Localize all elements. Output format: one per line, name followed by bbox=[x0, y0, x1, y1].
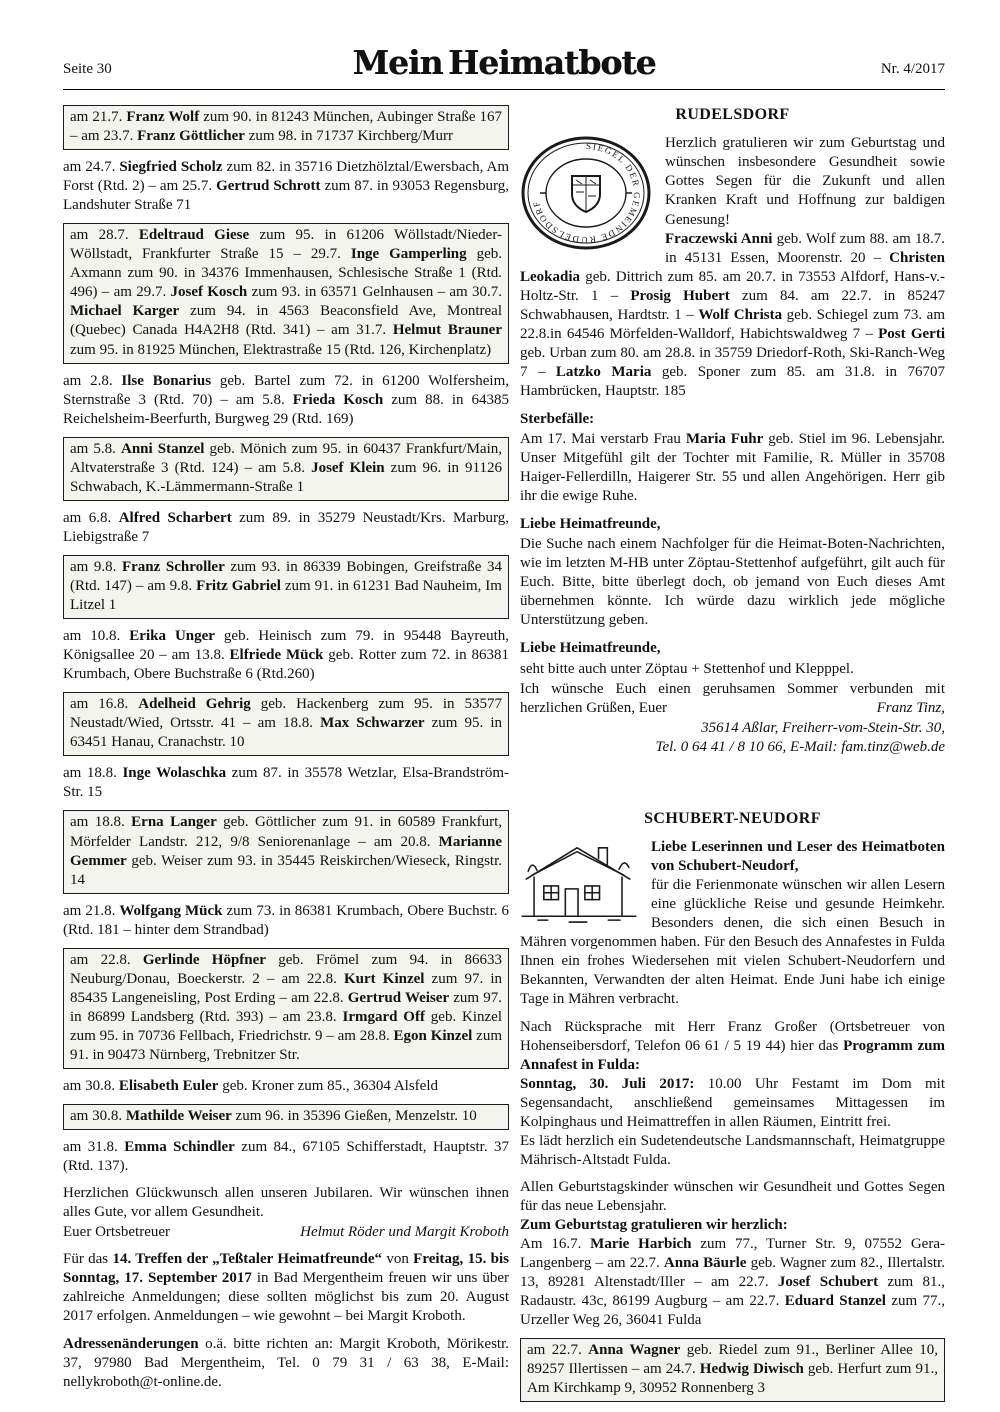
emphasis-italic: Franz Tinz, bbox=[876, 699, 945, 716]
emphasis-bold: Sterbefälle: bbox=[520, 410, 595, 427]
paragraph: am 2.8. Ilse Bonarius geb. Bartel zum 72. in 61200 Wolfersheim, Sternstraße 3 (Rtd. 70) – am 5.8. Frieda Kosch zum 88. in 64385 Reichelsheim-Beerfurth, Burgweg 29 (Rtd. 169) bbox=[63, 372, 510, 427]
emphasis-bold: Inge Gamperling bbox=[350, 246, 467, 263]
emphasis-bold: Marianne Gemmer bbox=[70, 833, 502, 869]
emphasis-bold: Programm zum Annafest in Fulda: bbox=[520, 1037, 945, 1073]
paragraph: am 24.7. Siegfried Scholz zum 82. in 35716 Dietzhölztal/Ewersbach, Am Forst (Rtd. 2) – am 25.7. Gertrud Schrott zum 87. in 93053 Regensburg, Landshuter Straße 71 bbox=[63, 159, 510, 214]
emphasis-bold: Liebe Heimatfreunde, bbox=[520, 640, 661, 657]
sub-heading bbox=[520, 639, 945, 658]
emphasis-bold: Gerlinde Höpfner bbox=[142, 951, 266, 968]
emphasis-bold: Kurt Kinzel bbox=[344, 970, 425, 987]
content-columns bbox=[63, 105, 945, 1410]
emphasis-bold: Frieda Kosch bbox=[292, 391, 384, 408]
emphasis-bold: Edeltraud Giese bbox=[138, 227, 250, 244]
boxed-announcement: am 16.8. Adelheid Gehrig geb. Hackenberg zum 95. in 53577 Neustadt/Wied, Ortsstr. 41 – am 18.8. Max Schwarzer zum 95. in 63451 Hanau, Cranachstr. 10 bbox=[63, 692, 509, 756]
emphasis-bold: Liebe Leserinnen und Leser des Heimatboten von Schubert-Neudorf, bbox=[651, 839, 945, 875]
signature-left-text: Euer Ortsbetreuer bbox=[63, 1224, 171, 1241]
emphasis-bold: Fraczewski Anni bbox=[665, 230, 773, 247]
paragraph: am 18.8. Inge Wolaschka zum 87. in 35578 Wetzlar, Elsa-Brandström-Str. 15 bbox=[63, 765, 509, 801]
section-rudelsdorf bbox=[520, 105, 945, 765]
page-number: Seite 30 bbox=[63, 60, 112, 77]
emphasis-italic: 35614 Aßlar, Freiherr-vom-Stein-Str. 30, bbox=[701, 719, 945, 736]
emphasis-bold: Mathilde Weiser bbox=[125, 1108, 232, 1125]
emphasis-bold: Inge Wolaschka bbox=[122, 765, 227, 782]
masthead-logo: Mein Heimatbote bbox=[352, 43, 656, 83]
boxed-announcement: am 30.8. Mathilde Weiser zum 96. in 35396 Gießen, Menzelstr. 10 bbox=[63, 1104, 509, 1130]
paragraph: Allen Geburtstagskinder wünschen wir Gesundheit und Gottes Segen für das neue Lebensjahr. Zum Geburtstag gratulieren wir herzlich: Am 16.7. Marie Harbich zum 77., Turner Str. 9, 07552 Gera-Langenberg – am 22.7. Anna Bäurle geb. Wagner zum 82., Illertalstr. 13, 89281 Altenstadt/Iller – am 22.7. Josef Schubert zum 81., Radaustr. 43c, 86199 Augburg – am 22.7. Eduard Stanzel zum 77., Urzeller Weg 26, 36041 Fulda bbox=[520, 1178, 946, 1329]
signature-left-text: Ich wünsche Euch einen geruhsamen Sommer verbunden mit herzlichen Grüßen, Euer bbox=[520, 680, 945, 716]
emphasis-bold: Liebe Heimatfreunde, bbox=[520, 516, 661, 533]
emphasis-bold: Franz Wolf bbox=[126, 109, 200, 125]
emphasis-bold: Gertrud Schrott bbox=[216, 178, 321, 195]
section-schubert-neudorf bbox=[520, 809, 945, 1411]
section-title: RUDELSDORF bbox=[675, 106, 790, 123]
issue-number: Nr. 4/2017 bbox=[880, 60, 945, 77]
emphasis-bold: Egon Kinzel bbox=[393, 1027, 473, 1044]
emphasis-bold: Gertrud Weiser bbox=[347, 989, 450, 1006]
house-illustration-icon bbox=[520, 840, 638, 926]
emphasis-bold: Anna Wagner bbox=[588, 1342, 681, 1359]
emphasis-bold: Siegfried Scholz bbox=[119, 159, 223, 176]
emphasis-bold: Alfred Scharbert bbox=[118, 509, 232, 526]
emphasis-bold: Freitag, 15. bis Sonntag, 17. September 2017 bbox=[63, 1251, 509, 1287]
paragraph: am 30.8. Elisabeth Euler geb. Kroner zum 85., 36304 Alsfeld bbox=[63, 1078, 438, 1095]
emphasis-bold: Franz Göttlicher bbox=[137, 128, 245, 145]
emphasis-bold: Fritz Gabriel bbox=[196, 577, 281, 594]
paragraph: Adressenänderungen o.ä. bitte richten an: Margit Kroboth, Mörikestr. 37, 97980 Bad Mergentheim, Tel. 0 79 31 / 63 38, E-Mail: nellykroboth@t-online.de. bbox=[63, 1335, 509, 1390]
header-rule bbox=[63, 89, 945, 90]
emphasis-bold: Christen Leokadia bbox=[520, 249, 945, 285]
emphasis-bold: Anni Stanzel bbox=[120, 440, 205, 457]
emphasis-bold: Adelheid Gehrig bbox=[138, 696, 251, 713]
paragraph: seht bitte auch unter Zöptau + Stettenhof und Klepppel. bbox=[520, 660, 854, 677]
emphasis-bold: Zum Geburtstag gratulieren wir herzlich: bbox=[520, 1216, 788, 1233]
emphasis-bold: Wolfgang Mück bbox=[119, 902, 223, 919]
emphasis-bold: Franz Schroller bbox=[121, 558, 225, 575]
paragraph: Herzlichen Glückwunsch allen unseren Jubilaren. Wir wünschen ihnen alles Gute, vor allem Gesundheit. bbox=[63, 1185, 509, 1221]
paragraph: am 6.8. Alfred Scharbert zum 89. in 35279 Neustadt/Krs. Marburg, Liebigstraße 7 bbox=[63, 509, 509, 545]
paragraph: am 21.8. Wolfgang Mück zum 73. in 86381 Krumbach, Obere Buchstr. 6 (Rtd. 181 – hinter dem Strandbad) bbox=[63, 902, 510, 938]
left-column bbox=[63, 105, 509, 1400]
emphasis-bold: Latzko Maria bbox=[555, 363, 652, 380]
emphasis-bold: Eduard Stanzel bbox=[784, 1293, 886, 1310]
emphasis-bold: Hedwig Diwisch bbox=[699, 1361, 804, 1378]
emphasis-bold: Max Schwarzer bbox=[320, 715, 425, 732]
emphasis-bold: Ilse Bonarius bbox=[121, 372, 212, 389]
emphasis-bold: Prosig Hubert bbox=[630, 287, 730, 304]
emphasis-bold: Irmgard Off bbox=[342, 1008, 425, 1025]
emphasis-bold: Emma Schindler bbox=[124, 1139, 235, 1156]
sub-heading bbox=[520, 515, 945, 534]
emphasis-bold: Helmut Brauner bbox=[392, 322, 502, 339]
sub-heading bbox=[520, 410, 945, 429]
boxed-announcement: am 18.8. Erna Langer geb. Göttlicher zum 91. in 60589 Frankfurt, Mörfelder Landstr. 212, 9/8 Seniorenanlage – am 20.8. Marianne Gemmer geb. Weiser zum 93. in 35445 Reiskirchen/Wieseck, Ringstr. 14 bbox=[63, 810, 509, 893]
emphasis-bold: Post Gerti bbox=[878, 325, 945, 342]
boxed-announcement: am 22.8. Gerlinde Höpfner geb. Frömel zum 94. in 86633 Neuburg/Donau, Boeckerstr. 2 – am 22.8. Kurt Kinzel zum 97. in 85435 Langeneisling, Post Erding – am 22.8. Gertrud Weiser zum 97. in 86899 Landsberg (Rtd. 393) – am 23.8. Irmgard Off geb. Kinzel zum 95. in 70736 Fellbach, Friedrichstr. 9 – am 28.8. Egon Kinzel zum 91. in 90473 Nürnberg, Trebnitzer Str. bbox=[63, 948, 509, 1069]
emphasis-bold: Elfriede Mück bbox=[229, 647, 324, 664]
boxed-announcement: am 21.7. Franz Wolf zum 90. in 81243 München, Aubinger Straße 167 – am 23.7. Franz Göttlicher zum 98. in 71737 Kirchberg/Murr bbox=[63, 105, 509, 150]
emphasis-bold: Elisabeth Euler bbox=[118, 1078, 219, 1095]
boxed-announcement: am 28.7. Edeltraud Giese zum 95. in 61206 Wöllstadt/Nieder-Wöllstadt, Frankfurter Straße 15 – 29.7. Inge Gamperling geb. Axmann zum 90. in 34376 Immenhausen, Schlesische Straße 1 (Rtd. 496) – am 29.7. Josef Kosch zum 93. in 63571 Gelnhausen – am 30.7. Michael Karger zum 94. in 4563 Beaconsfield Ave, Montreal (Quebec) Canada H4A2H8 (Rtd. 341) – am 31.7. Helmut Brauner zum 95. in 81925 München, Elektrastraße 15 (Rtd. 126, Kirchenplatz) bbox=[63, 223, 509, 363]
paragraph: Für das 14. Treffen der „Teßtaler Heimatfreunde“ von Freitag, 15. bis Sonntag, 17. September 2017 in Bad Mergentheim freuen wir uns über zahlreiche Anmeldungen; diese sollten möglichst bis zum 20. August 2017 erfolgen. Anmeldungen – wie gewohnt – bei Margit Kroboth. bbox=[63, 1251, 509, 1325]
emphasis-italic: Helmut Röder und Margit Kroboth bbox=[300, 1224, 509, 1241]
boxed-announcement: am 9.8. Franz Schroller zum 93. in 86339 Bobingen, Greifstraße 34 (Rtd. 147) – am 9.8. Fritz Gabriel zum 91. in 61231 Bad Nauheim, Im Litzel 1 bbox=[63, 555, 509, 619]
paragraph: Herzlich gratulieren wir zum Geburtstag und wünschen insbesondere Gesundheit sowie Gottes Segen für die Zukunft und allen Kranken Kraft und Hoffnung zur baldigen Genesung! Fraczewski Anni geb. Wolf zum 88. am 18.7. in 45131 Essen, Moorenstr. 20 – Christen Leokadia geb. Dittrich zum 85. am 20.7. in 73553 Alfdorf, Hans-v.-Holtz-Str. 1 – Prosig Hubert zum 84. am 22.7. in 85247 Schwabhausen, Hardtstr. 1 – Wolf Christa geb. Schiegel zum 73. am 22.8.in 64546 Mörfelden-Walldorf, Habichtswaldweg 7 – Post Gerti geb. Urban zum 80. am 28.8. in 35759 Driedorf-Roth, Ski-Ranch-Weg 7 – Latzko Maria geb. Sponer zum 85. am 31.8. in 76707 Hambrücken, Hauptstr. 185 bbox=[520, 135, 946, 399]
signature-right-text bbox=[877, 699, 945, 718]
emphasis-bold: Josef Schubert bbox=[777, 1274, 879, 1291]
emphasis-bold: Erna Langer bbox=[131, 814, 217, 831]
paragraph: Liebe Leserinnen und Leser des Heimatboten von Schubert-Neudorf, für die Ferienmonate wünschen wir allen Lesern eine glückliche Reise und gesunde Heimkehr. Besonders denen, die sich einen Besuch in Mähren vorgenommen haben. Für den Besuch des Annafestes in Fulda Ihnen ein frohes Wiedersehen mit vielen Schubert-Neudorfern und Bekannten, Verwandten der alten Heimat. Ende Juni habe ich einige Tage in Mähren verbracht. bbox=[520, 839, 945, 1008]
signature-right-text bbox=[300, 1223, 509, 1242]
emphasis-bold: Maria Fuhr bbox=[685, 431, 764, 448]
signature-line bbox=[520, 680, 945, 718]
emphasis-bold: Erika Unger bbox=[129, 628, 215, 645]
paragraph: am 31.8. Emma Schindler zum 84., 67105 Schifferstadt, Hauptstr. 37 (Rtd. 137). bbox=[63, 1139, 510, 1175]
emphasis-bold: Sonntag, 30. Juli 2017: bbox=[520, 1075, 695, 1092]
signature-line bbox=[63, 1223, 509, 1242]
paragraph bbox=[520, 719, 945, 757]
emphasis-bold: Josef Kosch bbox=[170, 284, 248, 301]
emphasis-bold: Michael Karger bbox=[70, 303, 180, 320]
right-column bbox=[520, 105, 945, 1410]
emphasis-bold: 14. Treffen der „Teßtaler Heimatfreunde“ bbox=[112, 1251, 383, 1268]
emphasis-bold: Adressenänderungen bbox=[63, 1335, 199, 1352]
page-header bbox=[63, 36, 945, 83]
paragraph: Nach Rücksprache mit Herr Franz Großer (Ortsbetreuer von Hohenseibersdorf, Telefon 06 61 / 5 19 44) hier das Programm zum Annafest in Fulda: Sonntag, 30. Juli 2017: 10.00 Uhr Festamt im Dom mit Segensandacht, anschließend gemeinsames Mittagessen im Kolpinghaus und Heimattreffen in allen Räumen, Eintritt frei. Es lädt herzlich ein Sudetendeutsche Landsmannschaft, Heimatgruppe Mährisch-Altstadt Fulda. bbox=[520, 1018, 945, 1168]
svg-text:SIEGEL DER GEMEINDE RUDELSDORF: SIEGEL DER GEMEINDE RUDELSDORF bbox=[530, 141, 643, 246]
emphasis-bold: Anna Bäurle bbox=[663, 1255, 747, 1272]
paragraph: Am 17. Mai verstarb Frau Maria Fuhr geb. Stiel im 96. Lebensjahr. Unser Mitgefühl gilt der Tochter mit Familie, R. Müller in 35708 Haiger-Fellerdilln, Haigerer Str. 55 und allen Angehörigen. Herr gib ihr die ewige Ruhe. bbox=[520, 431, 945, 505]
emphasis-italic: Tel. 0 64 41 / 8 10 66, E-Mail: fam.tinz@web.de bbox=[655, 738, 945, 755]
boxed-announcement: am 5.8. Anni Stanzel geb. Mönich zum 95. in 60437 Frankfurt/Main, Altvaterstraße 3 (Rtd. 124) – am 5.8. Josef Klein zum 96. in 91126 Schwabach, K.-Lämmermann-Straße 1 bbox=[63, 437, 509, 501]
rudelsdorf-seal-icon bbox=[520, 136, 652, 250]
boxed-announcement: am 22.7. Anna Wagner geb. Riedel zum 91., Berliner Allee 10, 89257 Illertissen – am 24.7. Hedwig Diwisch geb. Herfurt zum 91., Am Kirchkamp 9, 30952 Ronnenberg 3 bbox=[520, 1338, 945, 1402]
emphasis-bold: Marie Harbich bbox=[590, 1236, 692, 1253]
emphasis-bold: Josef Klein bbox=[311, 459, 385, 476]
section-title: SCHUBERT-NEUDORF bbox=[644, 809, 821, 827]
emphasis-bold: Wolf Christa bbox=[698, 306, 783, 323]
paragraph: am 10.8. Erika Unger geb. Heinisch zum 79. in 95448 Bayreuth, Königsallee 20 – am 13.8. Elfriede Mück geb. Rotter zum 72. in 86381 Krumbach, Obere Buchstraße 6 (Rtd.260) bbox=[63, 628, 510, 683]
paragraph: Die Suche nach einem Nachfolger für die Heimat-Boten-Nachrichten, wie im letzten M-HB unter Zöptau-Stettenhof aufgeführt, gilt auch für Euch. Bitte, bitte überlegt doch, ob jemand von Euch dieses Amt übernehmen könnte. Ich würde dazu wirklich jede mögliche Unterstützung geben. bbox=[520, 536, 945, 629]
